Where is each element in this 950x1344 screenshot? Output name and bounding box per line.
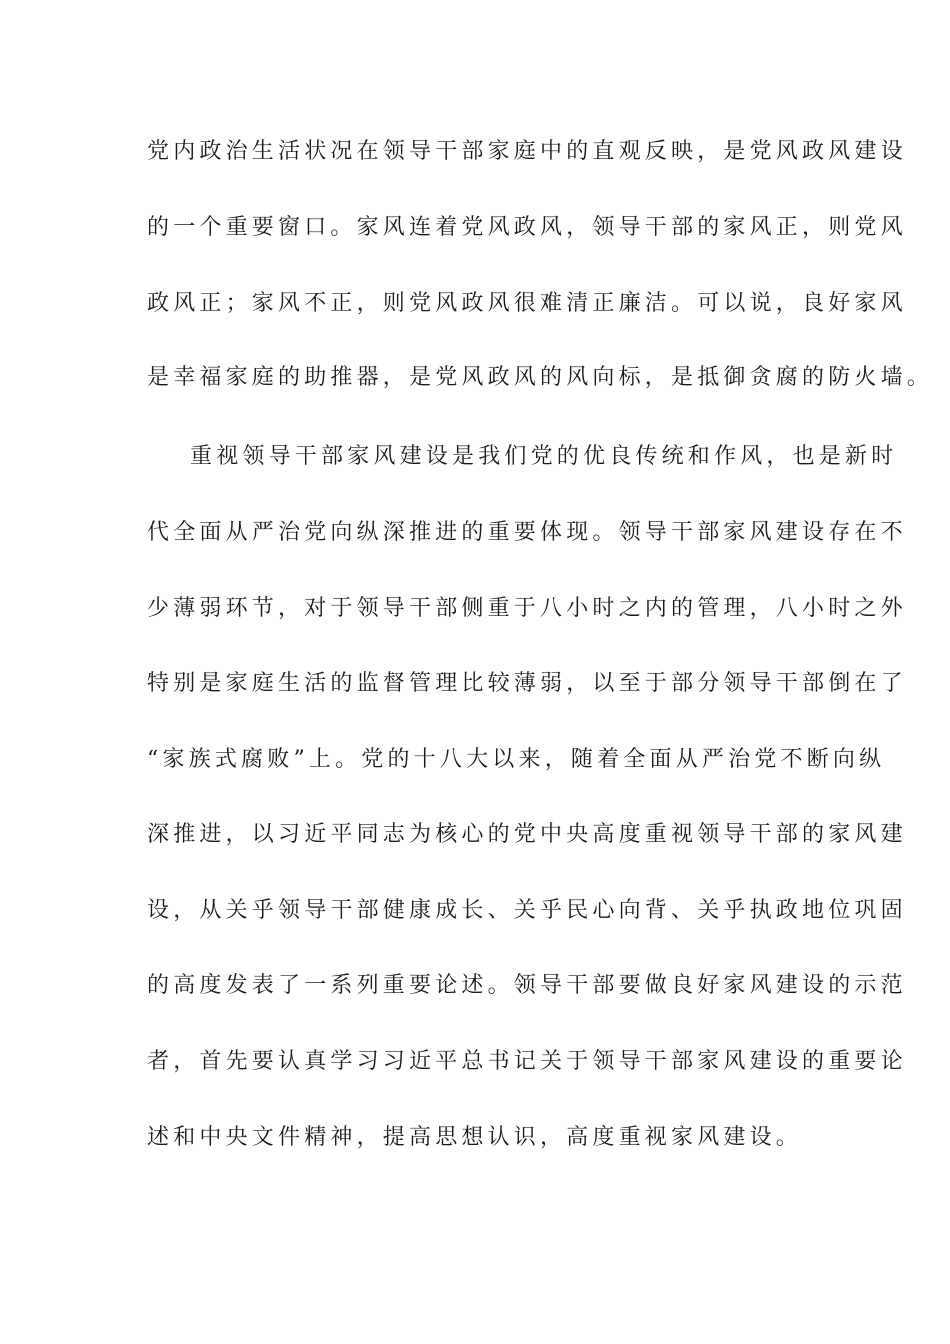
- text-line: 政风正；家风不正，则党风政风很难清正廉洁。可以说，良好家风: [147, 291, 907, 316]
- text-line: 重视领导干部家风建设是我们党的优良传统和作风，也是新时: [190, 444, 898, 469]
- text-line: “家族式腐败”上。党的十八大以来，随着全面从严治党不断向纵: [147, 747, 886, 772]
- text-line: 的高度发表了一系列重要论述。领导干部要做良好家风建设的示范: [147, 973, 907, 998]
- text-line: 特别是家庭生活的监督管理比较薄弱，以至于部分领导干部倒在了: [147, 671, 907, 696]
- text-line: 者，首先要认真学习习近平总书记关于领导干部家风建设的重要论: [147, 1049, 907, 1074]
- text-line: 代全面从严治党向纵深推进的重要体现。领导干部家风建设存在不: [147, 520, 907, 545]
- text-line: 的一个重要窗口。家风连着党风政风，领导干部的家风正，则党风: [147, 215, 907, 240]
- text-line: 党内政治生活状况在领导干部家庭中的直观反映，是党风政风建设: [147, 139, 907, 164]
- text-line: 是幸福家庭的助推器，是党风政风的风向标，是抵御贪腐的防火墙。: [147, 365, 934, 390]
- text-line: 述和中央文件精神，提高思想认识，高度重视家风建设。: [147, 1125, 803, 1150]
- text-line: 少薄弱环节，对于领导干部侧重于八小时之内的管理，八小时之外: [147, 596, 907, 621]
- text-line: 深推进，以习近平同志为核心的党中央高度重视领导干部的家风建: [147, 822, 907, 847]
- text-line: 设，从关乎领导干部健康成长、关乎民心向背、关乎执政地位巩固: [147, 898, 907, 923]
